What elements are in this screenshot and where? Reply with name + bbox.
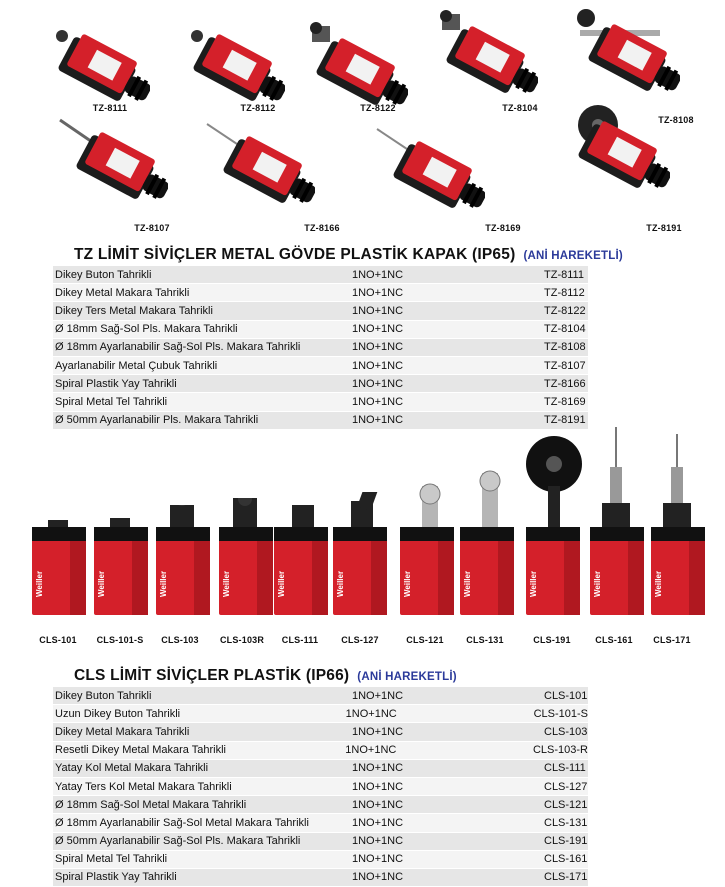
row-product-code: TZ-8191 [544, 414, 586, 427]
product-code-caption: TZ-8104 [502, 103, 538, 113]
row-contact-type: 1NO+1NC [352, 725, 404, 738]
row-contact-type: 1NO+1NC [352, 780, 404, 793]
row-product-code: CLS-103 [544, 725, 588, 738]
row-product-code: CLS-191 [544, 835, 588, 848]
cls-section-tag: (ANİ HAREKETLİ) [357, 671, 457, 683]
row-contact-type: 1NO+1NC [352, 304, 404, 317]
row-description: Spiral Plastik Yay Tahrikli [55, 377, 177, 390]
row-contact-type: 1NO+1NC [352, 323, 404, 336]
row-description: Yatay Kol Metal Makara Tahrikli [55, 762, 209, 775]
product-photo [40, 18, 150, 113]
product-code-caption: CLS-131 [466, 635, 504, 645]
svg-text:Weiller: Weiller [277, 570, 286, 597]
row-product-code: CLS-161 [544, 853, 588, 866]
svg-text:Weiller: Weiller [654, 570, 663, 597]
product-photo [30, 520, 88, 622]
svg-text:Weiller: Weiller [336, 570, 345, 597]
row-description: Dikey Buton Tahrikli [55, 689, 152, 702]
table-row [53, 760, 588, 778]
product-photo [175, 18, 285, 113]
table-row [53, 833, 588, 851]
cls-spec-table [53, 687, 588, 887]
table-row [53, 796, 588, 814]
product-code-caption: CLS-161 [595, 635, 633, 645]
product-code-caption: TZ-8169 [485, 223, 521, 233]
row-product-code: TZ-8122 [544, 304, 586, 317]
product-photo [588, 425, 646, 622]
product-code-caption: TZ-8112 [240, 103, 276, 113]
product-photo [217, 498, 275, 622]
row-contact-type: 1NO+1NC [352, 798, 404, 811]
row-contact-type: 1NO+1NC [352, 359, 404, 372]
row-contact-type: 1NO+1NC [352, 414, 404, 427]
product-photo [375, 125, 485, 220]
row-contact-type: 1NO+1NC [352, 268, 404, 281]
table-row [53, 321, 588, 339]
row-contact-type: 1NO+1NC [352, 377, 404, 390]
row-product-code: TZ-8112 [544, 286, 585, 299]
product-code-caption: TZ-8107 [134, 223, 170, 233]
product-photo [649, 432, 707, 622]
table-row [53, 851, 588, 869]
product-code-caption: CLS-103 [161, 635, 199, 645]
row-description: Dikey Metal Makara Tahrikli [55, 725, 190, 738]
row-description: Yatay Ters Kol Metal Makara Tahrikli [55, 780, 232, 793]
row-product-code: CLS-171 [544, 871, 588, 884]
row-description: Spiral Plastik Yay Tahrikli [55, 871, 177, 884]
table-row [53, 705, 588, 723]
table-row [53, 778, 588, 796]
row-product-code: TZ-8169 [544, 395, 586, 408]
row-description: Dikey Ters Metal Makara Tahrikli [55, 304, 213, 317]
row-contact-type: 1NO+1NC [345, 744, 397, 757]
row-product-code: TZ-8108 [544, 341, 586, 354]
row-product-code: CLS-101-S [533, 707, 588, 720]
product-code-caption: CLS-121 [406, 635, 444, 645]
cls-section-title: CLS LİMİT SİVİÇLER PLASTİK (IP66) [74, 667, 350, 684]
product-photo [428, 10, 538, 105]
svg-text:Weiller: Weiller [35, 570, 44, 597]
row-contact-type: 1NO+1NC [352, 871, 404, 884]
row-product-code: CLS-121 [544, 798, 588, 811]
row-contact-type: 1NO+1NC [352, 286, 404, 299]
row-description: Ayarlanabilir Metal Çubuk Tahrikli [55, 359, 218, 372]
product-code-caption: TZ-8166 [304, 223, 340, 233]
row-description: Ø 50mm Ayarlanabilir Pls. Makara Tahrikli [55, 414, 259, 427]
table-row [53, 687, 588, 705]
svg-text:Weiller: Weiller [222, 570, 231, 597]
table-row [53, 302, 588, 320]
row-product-code: TZ-8111 [544, 268, 584, 281]
table-row [53, 339, 588, 357]
product-photo [154, 505, 212, 622]
product-photo [570, 8, 680, 103]
table-row [53, 412, 588, 430]
product-photo [458, 467, 516, 622]
table-row [53, 357, 588, 375]
table-row [53, 723, 588, 741]
product-code-caption: CLS-171 [653, 635, 691, 645]
row-product-code: CLS-103-R [532, 744, 588, 757]
row-contact-type: 1NO+1NC [352, 689, 404, 702]
product-photo [205, 120, 315, 215]
tz-section-heading [74, 246, 623, 264]
table-row [53, 266, 588, 284]
product-photo [398, 480, 456, 622]
table-row [53, 393, 588, 411]
row-contact-type: 1NO+1NC [352, 853, 404, 866]
svg-text:Weiller: Weiller [159, 570, 168, 597]
row-contact-type: 1NO+1NC [352, 835, 404, 848]
row-description: Ø 50mm Ayarlanabilir Sağ-Sol Pls. Makara Tahrikli [55, 835, 301, 848]
row-description: Uzun Dikey Buton Tahrikli [55, 707, 181, 720]
row-product-code: TZ-8104 [544, 323, 586, 336]
svg-text:Weiller: Weiller [403, 570, 412, 597]
table-row [53, 375, 588, 393]
row-contact-type: 1NO+1NC [352, 395, 404, 408]
cls-section-heading [74, 667, 457, 685]
table-row [53, 869, 588, 887]
table-row [53, 742, 588, 760]
table-row [53, 814, 588, 832]
row-description: Spiral Metal Tel Tahrikli [55, 853, 168, 866]
product-code-caption: CLS-191 [533, 635, 571, 645]
row-description: Dikey Buton Tahrikli [55, 268, 152, 281]
row-description: Ø 18mm Sağ-Sol Pls. Makara Tahrikli [55, 323, 238, 336]
row-product-code: CLS-111 [544, 762, 586, 775]
svg-text:Weiller: Weiller [529, 570, 538, 597]
row-product-code: TZ-8107 [544, 359, 586, 372]
product-code-caption: CLS-111 [281, 635, 319, 645]
tz-section-tag: (ANİ HAREKETLİ) [523, 250, 623, 262]
row-product-code: CLS-101 [544, 689, 588, 702]
svg-text:Weiller: Weiller [463, 570, 472, 597]
row-product-code: CLS-131 [544, 816, 588, 829]
row-description: Ø 18mm Ayarlanabilir Sağ-Sol Metal Makara Tahrikli [55, 816, 309, 829]
row-description: Spiral Metal Tel Tahrikli [55, 395, 168, 408]
row-product-code: TZ-8166 [544, 377, 586, 390]
product-code-caption: CLS-103R [219, 635, 265, 645]
row-contact-type: 1NO+1NC [352, 341, 404, 354]
row-contact-type: 1NO+1NC [352, 762, 404, 775]
table-row [53, 284, 588, 302]
row-description: Dikey Metal Makara Tahrikli [55, 286, 190, 299]
product-photo [524, 430, 582, 622]
product-photo [92, 518, 150, 622]
tz-section-title: TZ LİMİT SİVİÇLER METAL GÖVDE PLASTİK KAPAK (IP65) [74, 246, 516, 263]
product-photo [331, 492, 389, 622]
row-description: Ø 18mm Sağ-Sol Metal Makara Tahrikli [55, 798, 247, 811]
svg-text:Weiller: Weiller [593, 570, 602, 597]
product-photo [272, 505, 330, 622]
tz-spec-table [53, 266, 588, 430]
product-code-caption: TZ-8111 [92, 103, 128, 113]
svg-text:Weiller: Weiller [97, 570, 106, 597]
product-code-caption: TZ-8191 [646, 223, 682, 233]
product-photo [58, 116, 168, 211]
row-contact-type: 1NO+1NC [352, 816, 404, 829]
product-code-caption: CLS-101-S [96, 635, 144, 645]
product-photo [560, 105, 670, 200]
product-code-caption: CLS-101 [39, 635, 77, 645]
product-code-caption: TZ-8108 [658, 115, 694, 125]
product-code-caption: CLS-127 [341, 635, 379, 645]
row-product-code: CLS-127 [544, 780, 588, 793]
row-description: Resetli Dikey Metal Makara Tahrikli [55, 744, 226, 757]
row-description: Ø 18mm Ayarlanabilir Sağ-Sol Pls. Makara Tahrikli [55, 341, 301, 354]
row-contact-type: 1NO+1NC [345, 707, 397, 720]
product-code-caption: TZ-8122 [360, 103, 396, 113]
